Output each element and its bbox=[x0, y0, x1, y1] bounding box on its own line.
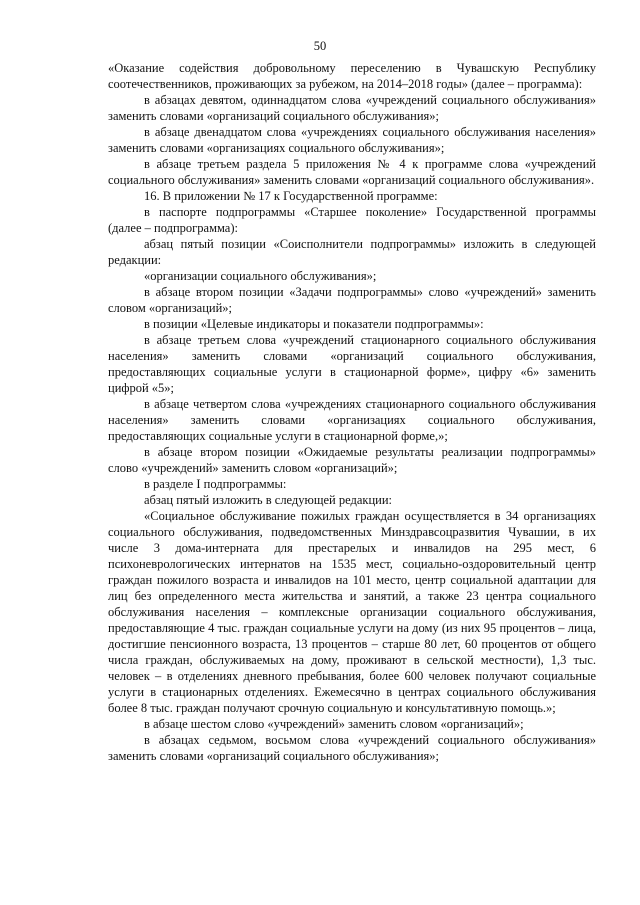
paragraph: «Оказание содействия добровольному переселению в Чувашскую Республику соотечественников, проживающих за рубежом, на 2014–2018 годы» (далее – программа): bbox=[108, 61, 596, 91]
paragraph: 16. В приложении № 17 к Государственной программе: bbox=[144, 189, 438, 203]
paragraph: абзац пятый изложить в следующей редакции: bbox=[144, 493, 393, 507]
paragraph: в паспорте подпрограммы «Старшее поколение» Государственной программы (далее – подпрограмма): bbox=[108, 205, 596, 235]
paragraph: в разделе I подпрограммы: bbox=[144, 477, 287, 491]
paragraph: в абзаце втором позиции «Задачи подпрограммы» слово «учреждений» заменить словом «организаций»; bbox=[108, 285, 596, 315]
paragraph: в позиции «Целевые индикаторы и показатели подпрограммы»: bbox=[144, 317, 484, 331]
paragraph: в абзаце втором позиции «Ожидаемые результаты реализации подпрограммы» слово «учреждений» заменить словом «организаций»; bbox=[108, 445, 596, 475]
paragraph: в абзаце четвертом слова «учреждениях стационарного социального обслуживания населения» заменить словами «организациях социального обслуживания, предоставляющих социальные услуги в стационарной форме,»; bbox=[108, 397, 596, 443]
page-number: 50 bbox=[313, 39, 327, 53]
paragraph: в абзаце шестом слово «учреждений» заменить словом «организаций»; bbox=[144, 717, 524, 731]
paragraph: в абзаце третьем слова «учреждений стационарного социального обслуживания населения» заменить словами «организаций социального обслуживания, предоставляющих социальные услуги в стационарной форме», цифру «6» заменить цифрой «5»; bbox=[108, 333, 596, 395]
paragraph: «Социальное обслуживание пожилых граждан осуществляется в 34 организациях социального обслуживания, подведомственных Минздравсоцразвития Чувашии, в их числе 3 дома-интерната для престарелых и инвалидов на 295 мест, 6 психоневрологических интернатов на 1535 мест, социально-оздоровительный центр граждан пожилого возраста и инвалидов на 101 место, центр социальной адаптации для лиц без определенного места жительства и занятий, а также 23 центра социального обслуживания населения – комплексные организации социального обслуживания, предоставляющие 4 тыс. граждан социальные услуги на дому (из них 95 процентов – лица, достигшие пенсионного возраста, 13 процентов – старше 80 лет, 60 процентов от общего числа граждан, обслуживаемых на дому, проживают в сельской местности), 1,3 тыс. человек – в отделениях дневного пребывания, более 600 человек получают социальные услуги в стационарных отделениях. Ежемесячно в центрах социального обслуживания более 8 тыс. граждан получают срочную социальную и консультативную помощь.»; bbox=[108, 509, 596, 715]
document-body bbox=[108, 60, 596, 764]
paragraph: в абзаце третьем раздела 5 приложения № 4 к программе слова «учреждений социального обслуживания» заменить словами «организаций социального обслуживания». bbox=[108, 157, 596, 187]
paragraph: абзац пятый позиции «Соисполнители подпрограммы» изложить в следующей редакции: bbox=[108, 237, 596, 267]
paragraph: в абзацах девятом, одиннадцатом слова «учреждений социального обслуживания» заменить словами «организаций социального обслуживания»; bbox=[108, 93, 596, 123]
paragraph: в абзацах седьмом, восьмом слова «учреждений социального обслуживания» заменить словами «организаций социального обслуживания»; bbox=[108, 733, 596, 763]
paragraph: «организации социального обслуживания»; bbox=[144, 269, 377, 283]
paragraph: в абзаце двенадцатом слова «учреждениях социального обслуживания населения» заменить словами «организациях социального обслуживания»; bbox=[108, 125, 596, 155]
